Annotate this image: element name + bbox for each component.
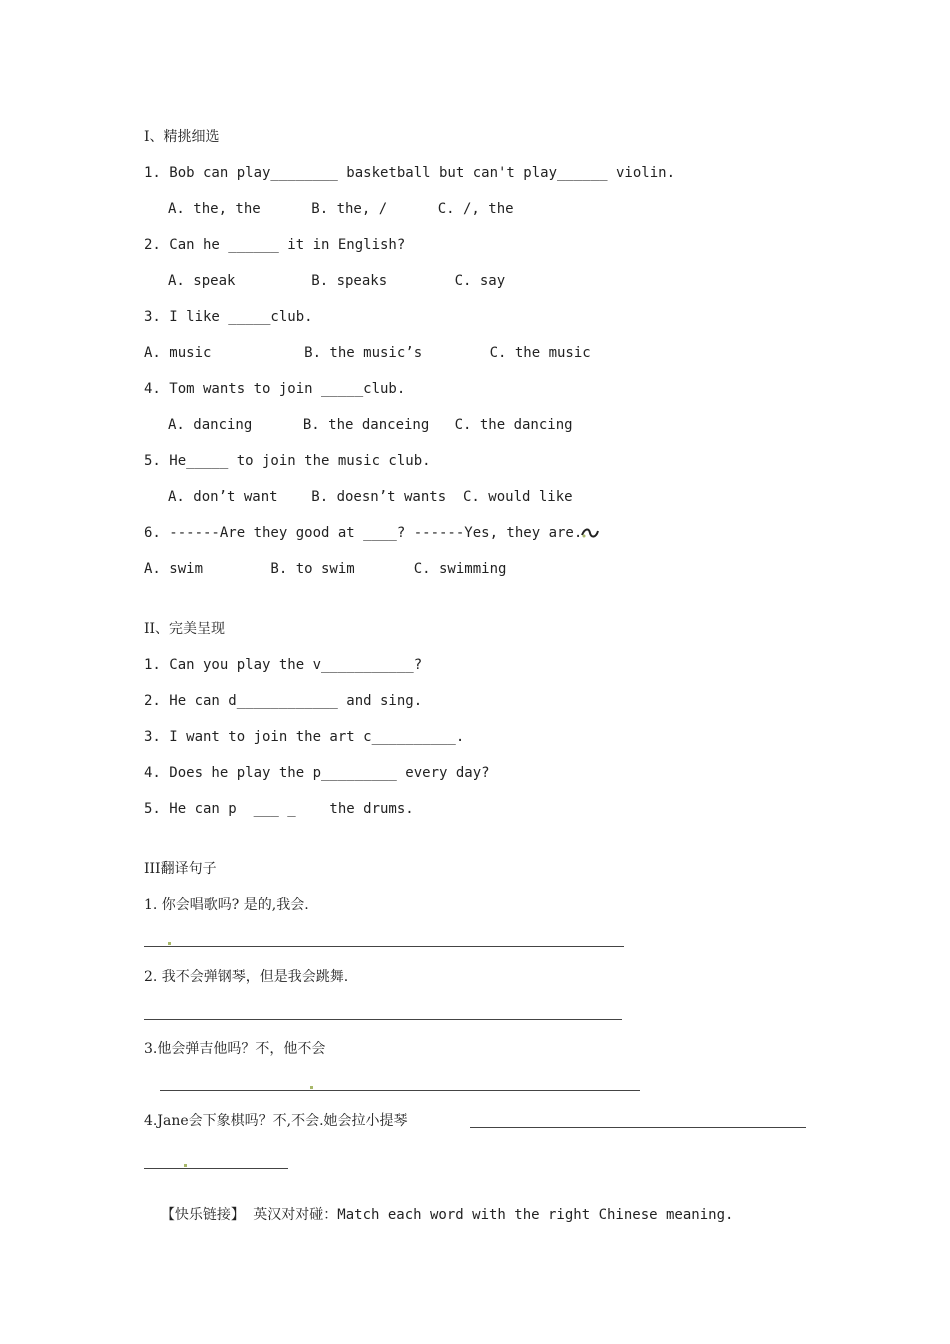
translate-sentence-1: 1. 你会唱歌吗? 是的,我会. <box>144 897 309 913</box>
question-6: 6. ------Are they good at ____? ------Yes, they are. <box>144 525 583 541</box>
question-5-options: A. don’t want B. doesn’t wants C. would like <box>168 489 573 505</box>
question-5: 5. He_____ to join the music club. <box>144 453 431 469</box>
fill-item-2: 2. He can d____________ and sing. <box>144 693 423 709</box>
fill-item-4: 4. Does he play the p_________ every day? <box>144 765 490 781</box>
fill-item-5: 5. He can p ___ _ the drums. <box>144 801 414 817</box>
section-2-heading: II、完美呈现 <box>144 621 226 637</box>
happy-link-text: 英汉对对碰：Match each word with the right Chinese meaning. <box>244 1207 734 1223</box>
question-1: 1. Bob can play________ basketball but can't play______ violin. <box>144 165 676 181</box>
question-1-options: A. the, the B. the, / C. /, the <box>168 201 514 217</box>
answer-line-4b[interactable] <box>144 1168 288 1169</box>
answer-line-3[interactable] <box>160 1090 640 1091</box>
speck <box>310 1086 313 1089</box>
happy-link-line <box>144 1188 733 1224</box>
section-1-heading: I、精挑细选 <box>144 129 220 145</box>
question-2: 2. Can he ______ it in English? <box>144 237 406 253</box>
squiggle-icon <box>580 524 600 544</box>
question-3: 3. I like _____club. <box>144 309 313 325</box>
answer-line-2[interactable] <box>144 1019 622 1020</box>
answer-line-1[interactable] <box>144 946 624 947</box>
translate-sentence-2: 2. 我不会弹钢琴，但是我会跳舞. <box>144 969 349 985</box>
question-3-options: A. music B. the music’s C. the music <box>144 345 591 361</box>
question-2-options: A. speak B. speaks C. say <box>168 273 506 289</box>
translate-sentence-3: 3.他会弹吉他吗？不，他不会 <box>144 1041 326 1057</box>
translate-sentence-4: 4.Jane会下象棋吗？不,不会.她会拉小提琴 <box>144 1113 408 1129</box>
section-3-heading: III翻译句子 <box>144 861 217 877</box>
question-4: 4. Tom wants to join _____club. <box>144 381 406 397</box>
question-4-options: A. dancing B. the danceing C. the dancing <box>168 417 573 433</box>
answer-line-4a[interactable] <box>470 1127 806 1128</box>
fill-item-3: 3. I want to join the art c__________. <box>144 729 465 745</box>
speck <box>168 942 171 945</box>
happy-link-label: 【快乐链接】 <box>160 1207 245 1223</box>
fill-item-1: 1. Can you play the v___________? <box>144 657 423 673</box>
speck <box>184 1164 187 1167</box>
question-6-options: A. swim B. to swim C. swimming <box>144 561 507 577</box>
